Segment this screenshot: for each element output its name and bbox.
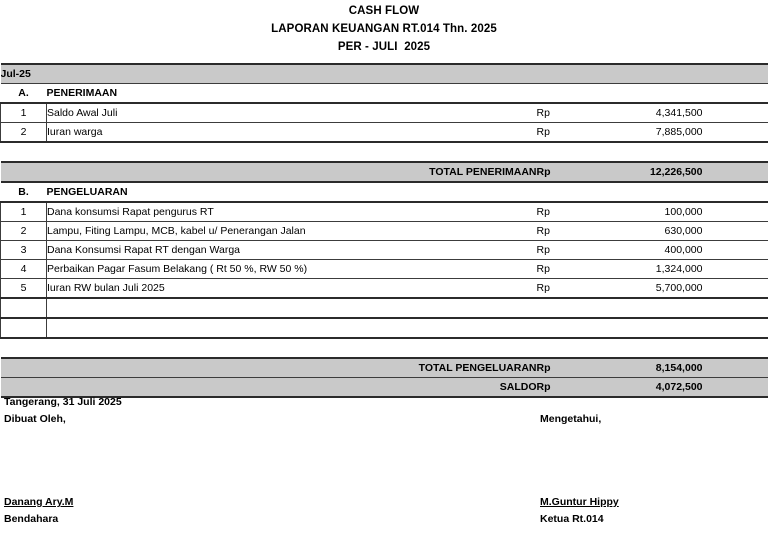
item-description: Lampu, Fiting Lampu, MCB, kabel u/ Penerangan Jalan: [47, 222, 537, 241]
signature-right-name: M.Guntur Hippy: [540, 496, 619, 508]
total-penerimaan-amount: 12,226,500: [581, 162, 703, 182]
section-a-spacer-cur: [537, 84, 581, 104]
section-header-penerimaan: [1, 84, 768, 104]
signature-right-role: Ketua Rt.014: [540, 513, 604, 525]
spacer-row: [1, 142, 768, 162]
section-a-spacer-amt: [581, 84, 703, 104]
total-pengeluaran-row: [1, 358, 768, 378]
spacer-row: [1, 338, 768, 358]
item-description: Saldo Awal Juli: [47, 103, 537, 123]
item-amount: 5,700,000: [581, 279, 703, 299]
item-description: Dana konsumsi Rapat pengurus RT: [47, 202, 537, 222]
empty-cell-no: [1, 298, 47, 318]
report-title-block: [0, 0, 768, 56]
empty-cell-no: [1, 318, 47, 338]
total-penerimaan-pad: [703, 162, 768, 182]
item-description: Perbaikan Pagar Fasum Belakang ( Rt 50 %, RW 50 %): [47, 260, 537, 279]
signature-block: [0, 396, 768, 530]
item-no: 5: [1, 279, 47, 299]
table-row: [1, 103, 768, 123]
item-currency: Rp: [537, 260, 581, 279]
spacer-cell: [1, 142, 768, 162]
signature-name-row: [0, 496, 768, 513]
table-row: [1, 222, 768, 241]
item-currency: Rp: [537, 222, 581, 241]
total-penerimaan-label: TOTAL PENERIMAAN: [1, 162, 537, 182]
signature-place-date-row: [0, 396, 768, 413]
saldo-amount: 4,072,500: [581, 378, 703, 398]
section-letter-a: A.: [1, 84, 47, 104]
report-title-line-3: PER - JULI 2025: [337, 41, 431, 53]
empty-cell-desc: [47, 298, 537, 318]
saldo-label: SALDO: [1, 378, 537, 398]
item-pad: [703, 222, 768, 241]
total-penerimaan-currency: Rp: [537, 162, 581, 182]
signature-role-row: [0, 513, 768, 530]
item-amount: 4,341,500: [581, 103, 703, 123]
cash-flow-table: [0, 63, 768, 398]
report-title-line-2: LAPORAN KEUANGAN RT.014 Thn. 2025: [271, 23, 497, 35]
signature-left-role: Bendahara: [4, 513, 59, 525]
period-header-spacer-amt: [581, 64, 703, 84]
report-title-line-1: CASH FLOW: [348, 5, 420, 17]
section-letter-b: B.: [1, 182, 47, 202]
section-name-penerimaan: PENERIMAAN: [47, 84, 537, 104]
item-pad: [703, 279, 768, 299]
empty-row: [1, 298, 768, 318]
signature-left-intro: Dibuat Oleh,: [4, 413, 66, 425]
empty-row: [1, 318, 768, 338]
table-row: [1, 241, 768, 260]
period-header-row: [1, 64, 768, 84]
item-amount: 400,000: [581, 241, 703, 260]
item-pad: [703, 123, 768, 143]
saldo-pad: [703, 378, 768, 398]
empty-cell-amt: [581, 298, 703, 318]
item-amount: 630,000: [581, 222, 703, 241]
section-header-pengeluaran: [1, 182, 768, 202]
item-pad: [703, 202, 768, 222]
empty-cell-cur: [537, 298, 581, 318]
item-no: 1: [1, 202, 47, 222]
signature-place-date: Tangerang, 31 Juli 2025: [4, 396, 122, 408]
table-row: [1, 260, 768, 279]
period-label: Jul-25: [1, 64, 47, 84]
section-a-spacer-pad: [703, 84, 768, 104]
signature-intro-row: [0, 413, 768, 430]
saldo-row: [1, 378, 768, 398]
section-b-spacer-cur: [537, 182, 581, 202]
empty-cell-pad: [703, 318, 768, 338]
item-pad: [703, 260, 768, 279]
total-pengeluaran-label: TOTAL PENGELUARAN: [1, 358, 537, 378]
item-pad: [703, 103, 768, 123]
item-description: Dana Konsumsi Rapat RT dengan Warga: [47, 241, 537, 260]
item-pad: [703, 241, 768, 260]
total-pengeluaran-pad: [703, 358, 768, 378]
item-amount: 1,324,000: [581, 260, 703, 279]
item-currency: Rp: [537, 279, 581, 299]
period-header-spacer-pad: [703, 64, 768, 84]
empty-cell-desc: [47, 318, 537, 338]
item-description: Iuran RW bulan Juli 2025: [47, 279, 537, 299]
table-row: [1, 202, 768, 222]
section-b-spacer-amt: [581, 182, 703, 202]
signature-right-intro: Mengetahui,: [540, 413, 602, 425]
item-description: Iuran warga: [47, 123, 537, 143]
item-currency: Rp: [537, 103, 581, 123]
item-no: 3: [1, 241, 47, 260]
item-no: 1: [1, 103, 47, 123]
empty-cell-amt: [581, 318, 703, 338]
item-currency: Rp: [537, 202, 581, 222]
item-amount: 100,000: [581, 202, 703, 222]
item-amount: 7,885,000: [581, 123, 703, 143]
signature-left-name: Danang Ary.M: [4, 496, 74, 508]
section-name-pengeluaran: PENGELUARAN: [47, 182, 537, 202]
period-header-spacer-desc: [47, 64, 537, 84]
total-penerimaan-row: [1, 162, 768, 182]
section-b-spacer-pad: [703, 182, 768, 202]
item-no: 2: [1, 123, 47, 143]
total-pengeluaran-amount: 8,154,000: [581, 358, 703, 378]
table-row: [1, 279, 768, 299]
item-currency: Rp: [537, 241, 581, 260]
spacer-cell: [1, 338, 768, 358]
item-no: 4: [1, 260, 47, 279]
item-currency: Rp: [537, 123, 581, 143]
table-row: [1, 123, 768, 143]
period-header-spacer-cur: [537, 64, 581, 84]
empty-cell-cur: [537, 318, 581, 338]
item-no: 2: [1, 222, 47, 241]
saldo-currency: Rp: [537, 378, 581, 398]
cash-flow-table-wrapper: [0, 63, 768, 398]
signature-space-row: [0, 430, 768, 496]
empty-cell-pad: [703, 298, 768, 318]
total-pengeluaran-currency: Rp: [537, 358, 581, 378]
